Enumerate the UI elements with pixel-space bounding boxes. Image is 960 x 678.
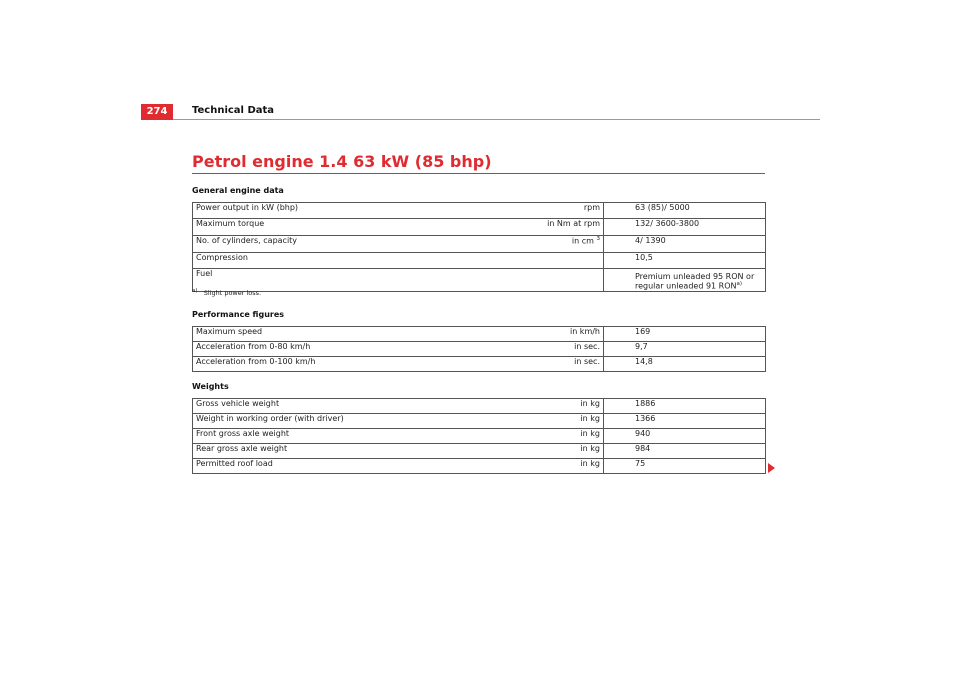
page-title: Petrol engine 1.4 63 kW (85 bhp) <box>192 152 492 171</box>
weights-table <box>192 398 766 474</box>
general-engine-table <box>192 202 766 292</box>
row-unit: in km/h <box>477 327 604 342</box>
row-label: Rear gross axle weight <box>193 444 478 459</box>
row-value: 75 <box>604 459 766 474</box>
row-label: Acceleration from 0-100 km/h <box>193 357 478 372</box>
row-value: 63 (85)/ 5000 <box>604 203 766 219</box>
row-label: Maximum speed <box>193 327 478 342</box>
table-row <box>193 253 766 269</box>
row-unit: in sec. <box>477 357 604 372</box>
row-label: Gross vehicle weight <box>193 399 478 414</box>
row-label: Acceleration from 0-80 km/h <box>193 342 478 357</box>
row-unit: rpm <box>477 203 604 219</box>
row-label: Maximum torque <box>193 219 478 236</box>
footnote <box>192 288 261 297</box>
row-value: 9,7 <box>604 342 766 357</box>
row-unit: in kg <box>477 414 604 429</box>
table-row <box>193 269 766 292</box>
unit-superscript: 3 <box>596 236 600 242</box>
row-label: Front gross axle weight <box>193 429 478 444</box>
section-title-general: General engine data <box>192 186 284 195</box>
row-value: 940 <box>604 429 766 444</box>
row-value: 169 <box>604 327 766 342</box>
row-value: 10,5 <box>604 253 766 269</box>
table-row <box>193 219 766 236</box>
table-row <box>193 236 766 253</box>
row-value: 132/ 3600-3800 <box>604 219 766 236</box>
footnote-ref: a) <box>736 281 743 287</box>
row-label: Permitted roof load <box>193 459 478 474</box>
table-row <box>193 203 766 219</box>
table-row <box>193 327 766 342</box>
title-divider <box>192 173 765 174</box>
row-unit <box>477 253 604 269</box>
row-value: 4/ 1390 <box>604 236 766 253</box>
row-unit <box>477 236 604 253</box>
unit-text: in cm <box>571 236 594 246</box>
row-label: No. of cylinders, capacity <box>193 236 478 253</box>
row-unit <box>477 269 604 292</box>
row-label: Compression <box>193 253 478 269</box>
row-unit: in Nm at rpm <box>477 219 604 236</box>
table-row <box>193 342 766 357</box>
row-value: 1366 <box>604 414 766 429</box>
row-unit: in sec. <box>477 342 604 357</box>
section-title-weights: Weights <box>192 382 229 391</box>
section-title-performance: Performance figures <box>192 310 285 319</box>
footnote-mark: a) <box>192 288 198 294</box>
table-row <box>193 429 766 444</box>
table-row <box>193 357 766 372</box>
row-unit: in kg <box>477 444 604 459</box>
row-unit: in kg <box>477 429 604 444</box>
next-page-arrow-icon[interactable] <box>768 463 775 473</box>
footnote-text: Slight power loss. <box>203 289 262 298</box>
value-text: Premium unleaded 95 RON or regular unleaded 91 RON <box>635 272 755 291</box>
row-value: 1886 <box>604 399 766 414</box>
table-row <box>193 414 766 429</box>
row-value <box>604 269 766 292</box>
row-value: 14,8 <box>604 357 766 372</box>
page-number: 274 <box>141 104 173 120</box>
table-row <box>193 444 766 459</box>
table-row <box>193 459 766 474</box>
header-title: Technical Data <box>192 105 275 116</box>
performance-table <box>192 326 766 372</box>
row-label: Power output in kW (bhp) <box>193 203 478 219</box>
row-value: 984 <box>604 444 766 459</box>
row-unit: in kg <box>477 459 604 474</box>
table-row <box>193 399 766 414</box>
row-label: Weight in working order (with driver) <box>193 414 478 429</box>
row-unit: in kg <box>477 399 604 414</box>
row-label: Fuel <box>193 269 478 292</box>
header-divider <box>173 119 820 120</box>
